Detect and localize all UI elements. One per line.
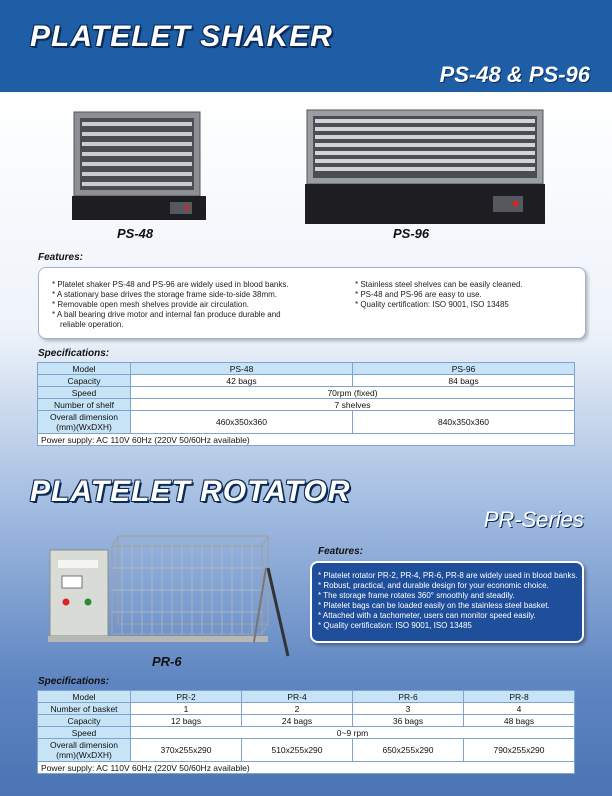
spec-label: Number of shelf — [38, 399, 131, 411]
ps-96-caption: PS-96 — [393, 226, 430, 241]
shaker-models-subtitle: PS-48 & PS-96 — [439, 62, 590, 87]
ps-48-image — [70, 110, 210, 222]
table-row — [38, 703, 575, 715]
spec-value: 2 — [242, 703, 353, 715]
spec-header: PR-6 — [353, 691, 464, 703]
feature-item: * Robust, practical, and durable design for your economic choice. — [318, 581, 549, 590]
spec-label — [38, 411, 131, 434]
feature-item: * PS-48 and PS-96 are easy to use. — [355, 290, 482, 299]
shaker-spec-title: Specifications: — [38, 348, 110, 359]
feature-item: * Attached with a tachometer, users can monitor speed easily. — [318, 611, 536, 620]
spec-label: Speed — [38, 727, 131, 739]
spec-value: 12 bags — [131, 715, 242, 727]
rotator-spec-title: Specifications: — [38, 676, 110, 687]
rotator-title: PLATELET ROTATOR — [30, 475, 351, 508]
table-row — [38, 399, 575, 411]
dim-label-line-1: Overall dimension — [49, 740, 119, 750]
dim-label-line-2: (mm)(WxDXH) — [56, 750, 112, 760]
spec-label: Capacity — [38, 375, 131, 387]
spec-label: Capacity — [38, 715, 131, 727]
rotator-series-subtitle: PR-Series — [483, 507, 584, 532]
dim-label-line-1: Overall dimension — [49, 412, 119, 422]
spec-value: 4 — [464, 703, 575, 715]
ps-48-caption: PS-48 — [117, 226, 154, 241]
spec-header: PS-96 — [353, 363, 575, 375]
spec-value: 7 shelves — [131, 399, 575, 411]
spec-value: 70rpm (fixed) — [131, 387, 575, 399]
spec-label — [38, 739, 131, 762]
table-row — [38, 762, 575, 774]
table-row — [38, 375, 575, 387]
feature-item: * A stationary base drives the storage frame side-to-side 38mm. — [52, 290, 277, 299]
feature-item: * Platelet rotator PR-2, PR-4, PR-6, PR-8 are widely used in blood banks. — [318, 571, 578, 580]
spec-header: PR-4 — [242, 691, 353, 703]
page-title: PLATELET SHAKER — [30, 20, 333, 53]
table-row — [38, 387, 575, 399]
shaker-features-title: Features: — [38, 252, 84, 263]
table-row — [38, 727, 575, 739]
spec-value: 42 bags — [131, 375, 353, 387]
table-row — [38, 434, 575, 446]
shaker-features-right — [355, 280, 580, 310]
spec-value: 840x350x360 — [353, 411, 575, 434]
spec-value: 790x255x290 — [464, 739, 575, 762]
power-supply-note: Power supply: AC 110V 60Hz (220V 50/60Hz available) — [38, 762, 575, 774]
dim-label-line-2: (mm)(WxDXH) — [56, 422, 112, 432]
spec-value: 460x350x360 — [131, 411, 353, 434]
spec-value: 510x255x290 — [242, 739, 353, 762]
feature-item: reliable operation. — [60, 320, 124, 329]
pr-6-image — [48, 528, 298, 660]
shaker-features-box — [38, 267, 586, 339]
table-row — [38, 715, 575, 727]
power-supply-note: Power supply: AC 110V 60Hz (220V 50/60Hz available) — [38, 434, 575, 446]
shaker-features-left — [52, 280, 352, 330]
feature-item: * Removable open mesh shelves provide air circulation. — [52, 300, 249, 309]
shaker-spec-table — [37, 362, 575, 446]
spec-label: Speed — [38, 387, 131, 399]
rotator-features-list — [318, 571, 580, 631]
table-row — [38, 739, 575, 762]
spec-value: 36 bags — [353, 715, 464, 727]
spec-value: 48 bags — [464, 715, 575, 727]
ps-96-image — [303, 108, 547, 226]
rotator-features-box — [310, 561, 584, 643]
feature-item: * Stainless steel shelves can be easily cleaned. — [355, 280, 523, 289]
feature-item: * Quality certification: ISO 9001, ISO 13485 — [355, 300, 509, 309]
spec-value: 370x255x290 — [131, 739, 242, 762]
rotator-spec-table — [37, 690, 575, 774]
table-row — [38, 411, 575, 434]
feature-item: * The storage frame rotates 360° smoothly and steadily. — [318, 591, 515, 600]
spec-header: PR-2 — [131, 691, 242, 703]
spec-value: 650x255x290 — [353, 739, 464, 762]
pr-6-caption: PR-6 — [152, 654, 182, 669]
table-row — [38, 691, 575, 703]
feature-item: * Platelet shaker PS-48 and PS-96 are widely used in blood banks. — [52, 280, 289, 289]
spec-value: 24 bags — [242, 715, 353, 727]
spec-value: 1 — [131, 703, 242, 715]
table-row — [38, 363, 575, 375]
spec-label: Model — [38, 363, 131, 375]
rotator-features-title: Features: — [318, 546, 364, 557]
spec-value: 3 — [353, 703, 464, 715]
spec-header: PR-8 — [464, 691, 575, 703]
feature-item: * A ball bearing drive motor and internal fan produce durable and — [52, 310, 281, 319]
feature-item: * Platelet bags can be loaded easily on the stainless steel basket. — [318, 601, 550, 610]
spec-value: 84 bags — [353, 375, 575, 387]
spec-header: PS-48 — [131, 363, 353, 375]
spec-label: Model — [38, 691, 131, 703]
spec-value: 0~9 rpm — [131, 727, 575, 739]
spec-label: Number of basket — [38, 703, 131, 715]
feature-item: * Quality certification: ISO 9001, ISO 13485 — [318, 621, 472, 630]
